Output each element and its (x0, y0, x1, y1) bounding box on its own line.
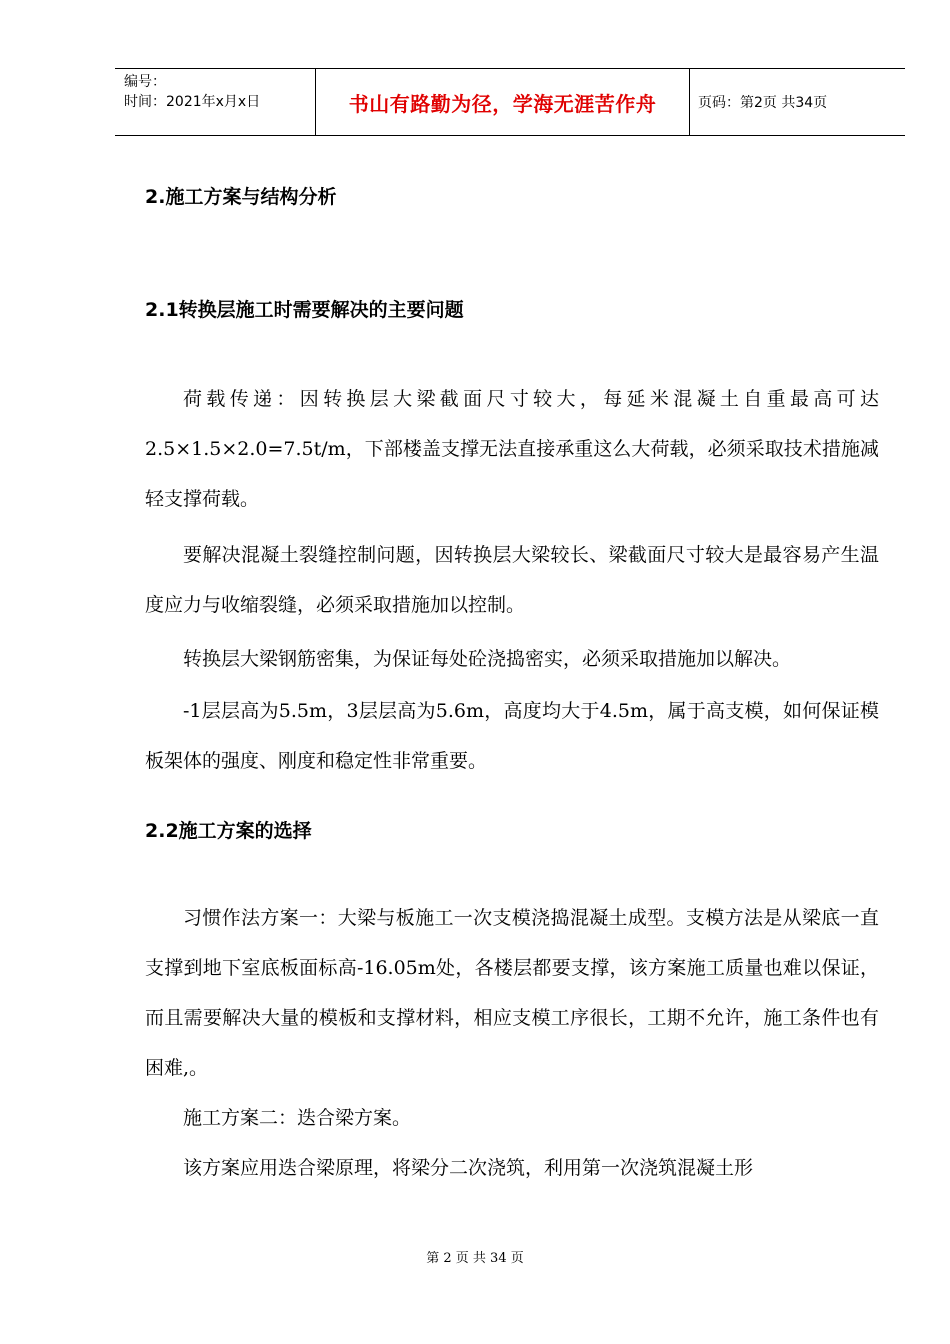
paragraph-load-transfer: 荷载传递：因转换层大梁截面尺寸较大，每延米混凝土自重最高可达2.5×1.5×2.0=7.5t/m，下部楼盖支撑无法直接承重这么大荷载，必须采取技术措施减轻支撑荷载。 (145, 388, 879, 510)
page-header (115, 68, 905, 136)
paragraph-composite-beam: 该方案应用迭合梁原理，将梁分二次浇筑，利用第一次浇筑混凝土形 (183, 1157, 754, 1179)
section-heading: 2.施工方案与结构分析 (145, 186, 337, 208)
header-page-label: 页码：第2页 共34页 (698, 95, 828, 111)
page-footer: 第 2 页 共 34 页 (426, 1251, 524, 1266)
subsection-heading-2-2: 2.2施工方案的选择 (145, 820, 312, 842)
paragraph-high-formwork: -1层层高为5.5m，3层层高为5.6m，高度均大于4.5m，属于高支模，如何保证模板架体的强度、刚度和稳定性非常重要。 (145, 700, 879, 772)
number-label: 编号： (124, 74, 166, 90)
header-meta-cell (115, 69, 316, 135)
paragraph-rebar-density: 转换层大梁钢筋密集，为保证每处砼浇捣密实，必须采取措施加以解决。 (183, 648, 792, 670)
paragraph-scheme-two: 施工方案二：迭合梁方案。 (183, 1107, 412, 1129)
subsection-heading-2-1: 2.1转换层施工时需要解决的主要问题 (145, 299, 464, 321)
document-body (145, 170, 879, 1193)
paragraph-scheme-one: 习惯作法方案一：大梁与板施工一次支模浇捣混凝土成型。支模方法是从梁底一直支撑到地下室底板面标高-16.05m处，各楼层都要支撑，该方案施工质量也难以保证，而且需要解决大量的模板和支撑材料，相应支模工序很长，工期不允许，施工条件也有困难,。 (145, 907, 879, 1079)
header-motto: 书山有路勤为径，学海无涯苦作舟 (316, 69, 690, 135)
paragraph-crack-control: 要解决混凝土裂缝控制问题，因转换层大梁较长、梁截面尺寸较大是最容易产生温度应力与收缩裂缝，必须采取措施加以控制。 (145, 544, 879, 616)
date-label: 时间：2021年x月x日 (124, 94, 261, 110)
